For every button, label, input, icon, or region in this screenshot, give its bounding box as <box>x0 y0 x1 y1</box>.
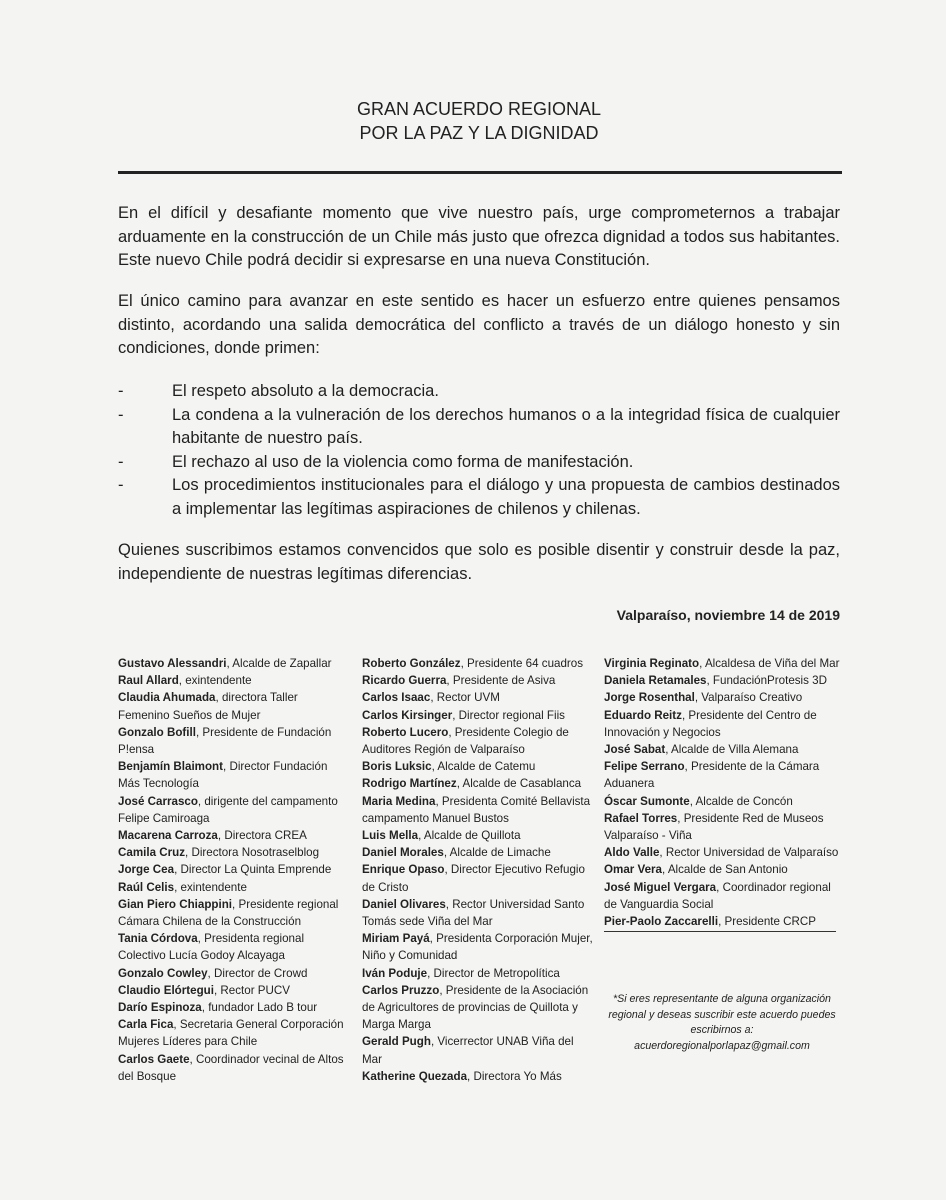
signatory-name: Raul Allard <box>118 674 179 688</box>
signatory-name: José Miguel Vergara <box>604 880 717 894</box>
signatory-entry <box>118 879 350 896</box>
principles-list <box>118 380 840 521</box>
signatory-entry <box>362 775 594 792</box>
signatory-name: Rafael Torres <box>604 811 678 825</box>
footer-note <box>604 992 840 1054</box>
signatory-entry <box>118 861 350 878</box>
signatory-entry <box>118 724 350 758</box>
signatory-entry <box>604 655 840 672</box>
footer-note-text: *Si eres representante de alguna organización regional y deseas suscribir este acuerdo puedes escribirnos a: <box>608 993 836 1037</box>
signatory-entry <box>604 861 840 878</box>
signatory-name: Camila Cruz <box>118 846 186 860</box>
signatory-name: Boris Luksic <box>362 760 432 774</box>
signatory-entry <box>118 758 350 792</box>
signatory-entry <box>362 827 594 844</box>
bullet-marker: - <box>118 476 124 494</box>
signatory-name: Carlos Gaete <box>118 1052 190 1066</box>
signatory-name: Omar Vera <box>604 863 663 877</box>
signatory-name: Roberto González <box>362 657 461 670</box>
paragraph-1: En el difícil y desafiante momento que vive nuestro país, urge comprometernos a trabajar arduamente en la construcción de un Chile más justo que ofrezca dignidad a todos sus habitantes. Este nuevo Chile podrá decidir si expresarse en una nueva Constitución. <box>118 204 840 269</box>
list-item <box>118 451 840 475</box>
bullet-marker: - <box>118 452 124 471</box>
signatory-role: , Alcalde de San Antonio <box>662 863 788 877</box>
signatory-name: Eduardo Reitz <box>604 708 682 722</box>
signatory-role: , exintendente <box>178 674 252 688</box>
signatory-role: , Presidente de Fundación P!ensa <box>118 725 332 757</box>
signatory-name: Carlos Isaac <box>362 691 431 705</box>
signatory-entry <box>118 1016 350 1050</box>
signatory-role: , Director regional Fiis <box>452 708 565 722</box>
signatory-name: Iván Poduje <box>362 966 428 980</box>
signatory-role: , Presidenta Corporación Mujer, Niño y Comunidad <box>362 932 593 963</box>
contact-email[interactable]: acuerdoregionalporlapaz@gmail.com <box>634 1039 810 1052</box>
signatory-name: Carlos Pruzzo <box>362 983 440 997</box>
signatories-column-3 <box>604 655 840 932</box>
signatory-role: , Director de Crowd <box>207 966 308 980</box>
signatory-name: Felipe Serrano <box>604 760 685 774</box>
signatory-entry <box>118 844 350 861</box>
signatory-role: , Presidenta Comité Bellavista campamento Manuel Bustos <box>362 794 591 825</box>
signatory-role: , Directora Nosotraselblog <box>185 846 320 860</box>
signatory-role: , exintendente <box>174 880 247 894</box>
signatory-entry <box>604 741 840 758</box>
signatory-role: , Presidente del Centro de Innovación y Negocios <box>604 708 817 739</box>
signatory-role: , Rector PUCV <box>213 983 291 997</box>
signatory-name: Luis Mella <box>362 829 419 843</box>
signatory-role: , Directora CREA <box>217 829 307 843</box>
signatory-name: Macarena Carroza <box>118 829 218 843</box>
signatory-name: Virginia Reginato <box>604 657 700 670</box>
signatory-name: Jorge Rosenthal <box>604 691 695 705</box>
signatory-entry <box>362 793 594 827</box>
signatory-entry <box>362 655 594 672</box>
signatory-role: , Presidente 64 cuadros <box>460 657 584 670</box>
signatory-role: , Alcalde de Villa Alemana <box>665 743 799 757</box>
signatory-role: , directora Taller Femenino Sueños de Mujer <box>118 691 298 722</box>
signatory-entry <box>118 827 350 844</box>
signatory-entry <box>604 913 840 930</box>
signatory-name: Daniela Retamales <box>604 674 707 688</box>
paragraph-3: Quienes suscribimos estamos convencidos que solo es posible disentir y construir desde la paz, independiente de nuestras legítimas diferencias. <box>118 541 840 583</box>
list-item <box>118 474 840 521</box>
signatory-role: , Valparaíso Creativo <box>694 691 803 705</box>
signatory-name: Benjamín Blaimont <box>118 760 224 774</box>
signatory-entry <box>604 810 840 844</box>
signatory-role: , Presidente de Asiva <box>446 674 556 688</box>
signatory-role: , Rector Universidad de Valparaíso <box>659 846 839 860</box>
signatory-name: Carlos Kirsinger <box>362 708 453 722</box>
signatory-name: Raúl Celis <box>118 880 175 894</box>
signatory-name: Pier-Paolo Zaccarelli <box>604 915 719 929</box>
signatory-name: Claudia Ahumada <box>118 691 216 705</box>
signatory-role: , Alcalde de Casablanca <box>456 777 582 791</box>
list-item <box>118 380 840 404</box>
signatory-name: Rodrigo Martínez <box>362 777 457 791</box>
signatory-name: Roberto Lucero <box>362 725 449 739</box>
signatory-entry <box>362 724 594 758</box>
signatory-name: Gerald Pugh <box>362 1035 431 1049</box>
signatory-name: Miriam Payá <box>362 932 430 946</box>
signatory-entry <box>118 689 350 723</box>
signatory-name: Gonzalo Bofill <box>118 725 196 739</box>
signatory-entry <box>362 965 594 982</box>
dateline: Valparaíso, noviembre 14 de 2019 <box>616 607 840 623</box>
title-divider <box>118 171 842 174</box>
title-line-1: GRAN ACUERDO REGIONAL <box>356 99 602 119</box>
signatory-entry <box>362 707 594 724</box>
signatory-entry <box>118 896 350 930</box>
signatory-name: Enrique Opaso <box>362 863 445 877</box>
signatory-entry <box>118 793 350 827</box>
signatory-entry <box>604 879 840 913</box>
signatory-entry <box>604 844 840 861</box>
signatory-name: Gonzalo Cowley <box>118 966 208 980</box>
signatory-entry <box>604 689 840 706</box>
signatory-role: , Presidente Red de Museos Valparaíso - Viña <box>604 811 824 843</box>
signatory-name: Gian Piero Chiappini <box>118 897 233 911</box>
list-item-text: Los procedimientos institucionales para el diálogo y una propuesta de cambios destinados a implementar las legítimas aspiraciones de chilenos y chilenas. <box>172 476 840 518</box>
signatory-entry <box>118 672 350 689</box>
title-line-2: POR LA PAZ Y LA DIGNIDAD <box>359 123 599 143</box>
signatory-role: , Presidenta regional Colectivo Lucía Godoy Alcayaga <box>118 932 305 963</box>
signatory-entry <box>362 689 594 706</box>
signatory-role: , Alcalde de Zapallar <box>226 657 332 670</box>
signatory-name: Katherine Quezada <box>362 1069 468 1083</box>
signatory-role: , FundaciónProtesis 3D <box>706 674 827 688</box>
signatory-role: , Coordinador regional de Vanguardia Social <box>604 880 831 911</box>
signatory-name: Maria Medina <box>362 794 436 808</box>
signatory-role: , Alcalde de Limache <box>443 846 551 860</box>
signatory-role: , Presidente de la Asociación de Agricultores de provincias de Quillota y Marga Marga <box>362 983 589 1032</box>
bullet-marker: - <box>118 382 124 400</box>
signatory-role: , Coordinador vecinal de Altos del Bosque <box>118 1052 344 1083</box>
signatory-name: José Sabat <box>604 743 666 757</box>
signatory-name: Tania Córdova <box>118 932 198 946</box>
list-item-text: La condena a la vulneración de los derechos humanos o a la integridad física de cualquier habitante de nuestro país. <box>172 405 840 447</box>
signatory-role: , Director Ejecutivo Refugio de Cristo <box>362 863 585 894</box>
signatory-entry <box>118 965 350 982</box>
signatory-entry <box>604 672 840 689</box>
signatories-column-1 <box>118 655 350 1085</box>
signatory-role: , Alcalde de Quillota <box>418 829 521 843</box>
signatory-role: , Presidente Colegio de Auditores Región de Valparaíso <box>362 725 569 757</box>
signatory-role: , Alcaldesa de Viña del Mar <box>699 657 840 670</box>
signatory-name: Aldo Valle <box>604 846 660 860</box>
signatures-divider <box>604 931 836 932</box>
signatory-entry <box>604 793 840 810</box>
signatory-role: , Presidente CRCP <box>718 915 817 929</box>
signatory-role: , fundador Lado B tour <box>201 1001 318 1015</box>
signatory-entry <box>118 982 350 999</box>
signatory-role: , Vicerrector UNAB Viña del Mar <box>362 1035 574 1066</box>
signatory-entry <box>118 930 350 964</box>
signatory-name: Óscar Sumonte <box>604 794 690 808</box>
signatory-role: , Rector Universidad Santo Tomás sede Viña del Mar <box>362 897 585 929</box>
signatory-entry <box>118 999 350 1016</box>
signatory-role: , Director La Quinta Emprende <box>174 863 332 877</box>
signatory-name: Daniel Morales <box>362 846 444 860</box>
signatory-role: , Directora Yo Más <box>467 1069 562 1083</box>
signatory-role: , dirigente del campamento Felipe Camiroaga <box>118 794 338 825</box>
signatory-entry <box>362 844 594 861</box>
signatory-role: , Rector UVM <box>430 691 500 705</box>
list-item-text: El respeto absoluto a la democracia. <box>172 382 439 400</box>
signatory-name: Daniel Olivares <box>362 897 446 911</box>
signatory-entry <box>362 672 594 689</box>
list-item-text: El rechazo al uso de la violencia como forma de manifestación. <box>172 452 634 471</box>
signatory-entry <box>118 655 350 672</box>
signatory-role: , Presidente regional Cámara Chilena de la Construcción <box>118 897 339 929</box>
paragraph-2: El único camino para avanzar en este sentido es hacer un esfuerzo entre quienes pensamos distinto, acordando una salida democrática del conflicto a través de un diálogo honesto y sin condiciones, donde primen: <box>118 292 840 357</box>
signatory-entry <box>118 1051 350 1085</box>
bullet-marker: - <box>118 405 124 424</box>
signatory-name: José Carrasco <box>118 794 198 808</box>
signatory-role: , Director Fundación Más Tecnología <box>118 760 328 791</box>
signatory-name: Claudio Elórtegui <box>118 983 214 997</box>
signatory-name: Jorge Cea <box>118 863 175 877</box>
signatory-entry <box>362 896 594 930</box>
signatory-role: , Alcalde de Concón <box>689 794 793 808</box>
signatory-name: Ricardo Guerra <box>362 674 447 688</box>
signatory-role: , Alcalde de Catemu <box>431 760 536 774</box>
signatory-entry <box>362 1033 594 1067</box>
document-title <box>118 97 840 145</box>
signatory-name: Carla Fica <box>118 1018 174 1032</box>
signatory-role: , Presidente de la Cámara Aduanera <box>604 760 820 791</box>
signatory-entry <box>362 982 594 1034</box>
signatory-entry <box>362 758 594 775</box>
signatory-name: Darío Espinoza <box>118 1001 202 1015</box>
signatory-role: , Director de Metropolítica <box>427 966 560 980</box>
signatory-entry <box>362 930 594 964</box>
signatory-entry <box>604 758 840 792</box>
signatory-entry <box>362 1068 594 1085</box>
signatories-column-2 <box>362 655 594 1085</box>
signatory-name: Gustavo Alessandri <box>118 657 227 670</box>
list-item <box>118 404 840 451</box>
signatory-role: , Secretaria General Corporación Mujeres Líderes para Chile <box>118 1018 344 1049</box>
signatory-entry <box>604 707 840 741</box>
signatory-entry <box>362 861 594 895</box>
